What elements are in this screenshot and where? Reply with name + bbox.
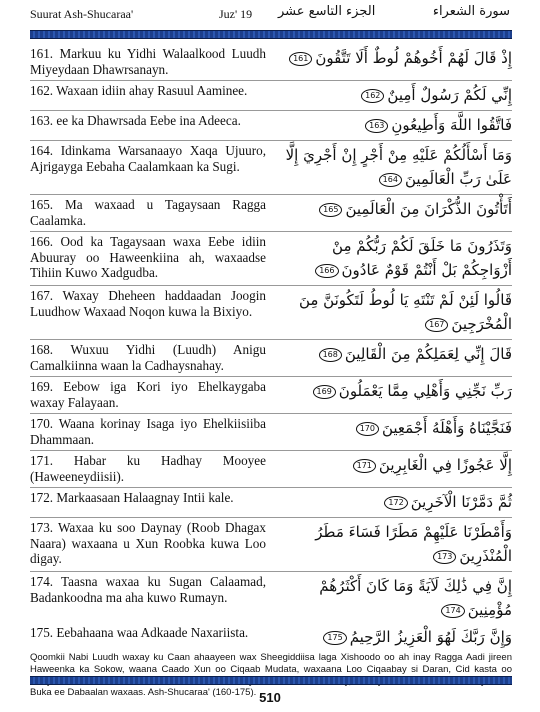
verse-164 — [30, 143, 512, 191]
verse-162 — [30, 83, 512, 107]
verse-arabic: إِذْ قَالَ لَهُمْ أَخُوهُمْ لُوطٌ أَلَا تَتَّقُونَ161 — [282, 46, 512, 70]
verse-163 — [30, 113, 512, 137]
verse-number-icon: 167 — [425, 318, 448, 332]
verse-translation: 164. Idinkama Warsanaayo Xaqa Ujuuro, Ajrigayga Eebaha Caalamkaan ka Sugi. — [30, 143, 266, 174]
verse-divider — [30, 487, 512, 488]
verse-number-icon: 172 — [384, 496, 407, 510]
verse-divider — [30, 376, 512, 377]
verse-translation: 166. Ood ka Tagaysaan waxa Eebe idiin Abuuray oo Haweenkiina ah, waxaadse Tihiin Kuwo Xadgudba. — [30, 234, 266, 281]
verse-number-icon: 168 — [319, 348, 342, 362]
verse-divider — [30, 140, 512, 141]
verse-translation: 162. Waxaan idiin ahay Rasuul Aaminee. — [30, 83, 248, 98]
arabic-juz-label: الجزء التاسع عشر — [278, 4, 376, 19]
verse-divider — [30, 571, 512, 572]
verse-arabic: وَأَمْطَرْنَا عَلَيْهِمْ مَطَرًا فَسَاءَ مَطَرُ الْمُنْذَرِينَ173 — [315, 523, 512, 565]
verse-divider — [30, 194, 512, 195]
verse-translation: 169. Eebow iga Kori iyo Ehelkaygaba waxay Falayaan. — [30, 379, 266, 410]
verse-number-icon: 170 — [356, 422, 379, 436]
verse-169 — [30, 379, 512, 410]
verse-translation: 170. Waana korinay Isaga iyo Ehelkiisiiba Dhammaan. — [30, 416, 266, 447]
verse-number-icon: 173 — [433, 550, 456, 564]
verse-172 — [30, 490, 512, 514]
verse-number-icon: 175 — [323, 631, 346, 645]
verse-number-icon: 174 — [441, 604, 464, 618]
verse-arabic: ثُمَّ دَمَّرْنَا الْآخَرِينَ172 — [282, 490, 512, 514]
verse-arabic: إِلَّا عَجُوزًا فِي الْغَابِرِينَ171 — [282, 453, 512, 477]
verse-166 — [30, 234, 512, 282]
footer-divider-bar — [30, 676, 512, 685]
verse-arabic: وَإِنَّ رَبَّكَ لَهُوَ الْعَزِيزُ الرَّحِيمُ175 — [282, 625, 512, 649]
verse-translation: 175. Eebahaana waa Adkaade Naxariista. — [30, 625, 249, 640]
verse-divider — [30, 110, 512, 111]
verse-170 — [30, 416, 512, 447]
page-number: 510 — [259, 690, 281, 705]
verse-arabic: إِنَّ فِي ذَٰلِكَ لَآيَةً وَمَا كَانَ أَكْثَرُهُمْ مُؤْمِنِينَ174 — [319, 577, 512, 619]
arabic-surah-title: سورة الشعراء — [432, 4, 510, 19]
verse-arabic: وَمَا أَسْأَلُكُمْ عَلَيْهِ مِنْ أَجْرٍ إِنْ أَجْرِيَ إِلَّا عَلَىٰ رَبِّ الْعَالَمِينَ164 — [285, 146, 512, 188]
verse-arabic: رَبِّ نَجِّنِي وَأَهْلِي مِمَّا يَعْمَلُونَ169 — [282, 379, 512, 403]
verse-divider — [30, 450, 512, 451]
verse-175 — [30, 625, 512, 649]
verse-divider — [30, 517, 512, 518]
verse-translation: 167. Waxay Dheheen haddaadan Joogin Luudhow Waxaad Noqon kuwa la Bixiyo. — [30, 288, 266, 319]
verse-arabic: إِنِّي لَكُمْ رَسُولٌ أَمِينٌ162 — [282, 83, 512, 107]
verse-translation: 161. Markuu ku Yidhi Walaalkood Luudh Miyeydaan Dhawrsanayn. — [30, 46, 266, 77]
verse-translation: 174. Taasna waxaa ku Sugan Calaamad, Badankoodna ma aha kuwo Rumayn. — [30, 574, 266, 605]
verse-number-icon: 171 — [353, 459, 376, 473]
verse-divider — [30, 339, 512, 340]
verse-arabic: فَنَجَّيْنَاهُ وَأَهْلَهُ أَجْمَعِينَ170 — [282, 416, 512, 440]
verse-168 — [30, 342, 512, 373]
verse-number-icon: 164 — [379, 173, 402, 187]
verse-number-icon: 169 — [313, 385, 336, 399]
verse-translation: 168. Wuxuu Yidhi (Luudh) Anigu Camalkiinna waan la Cadhaysnahay. — [30, 342, 266, 373]
verse-number-icon: 166 — [315, 264, 338, 278]
verse-arabic: أَتَأْتُونَ الذُّكْرَانَ مِنَ الْعَالَمِينَ165 — [282, 197, 512, 221]
verse-number-icon: 163 — [365, 119, 388, 133]
verse-174 — [30, 574, 512, 622]
verse-translation: 165. Ma waxaad u Tagaysaan Ragga Caalamka. — [30, 197, 266, 228]
verse-165 — [30, 197, 512, 228]
verse-arabic: وَتَذَرُونَ مَا خَلَقَ لَكُمْ رَبُّكُمْ مِنْ أَزْوَاجِكُمْ بَلْ أَنْتُمْ قَوْمٌ عَادُونَ166 — [282, 234, 512, 282]
verse-number-icon: 162 — [361, 89, 384, 103]
verse-number-icon: 165 — [319, 203, 342, 217]
verse-translation: 163. ee ka Dhawrsada Eebe ina Adeeca. — [30, 113, 241, 128]
header-divider-bar — [30, 30, 512, 39]
verse-divider — [30, 231, 512, 232]
surah-title: Suurat Ash-Shucaraa' — [30, 7, 134, 21]
verse-171 — [30, 453, 512, 484]
verse-divider — [30, 285, 512, 286]
verse-divider — [30, 413, 512, 414]
verse-number-icon: 161 — [289, 52, 312, 66]
verse-arabic: قَالُوا لَئِنْ لَمْ تَنْتَهِ يَا لُوطُ لَتَكُونَنَّ مِنَ الْمُخْرَجِينَ167 — [298, 291, 512, 333]
verse-161 — [30, 46, 512, 77]
verse-divider — [30, 80, 512, 81]
verse-translation: 173. Waxaa ku soo Daynay (Roob Dhagax Naara) waxaana u Xun Roobka kuwa Loo digay. — [30, 520, 266, 567]
verse-translation: 171. Habar ku Hadhay Mooyee (Haweeneydiisii). — [30, 453, 266, 484]
commentary-footnote: Qoomkii Nabi Luudh waxay ku Caan ahaayeen wax Sheegiddiisa laga Xishoodo oo ah inay Ragga Aadi jireen Haweenka ka Sokow, waana Caado Xun oo Ciqaab Mudata, waxaana Loo Ciqaabay si Daran, Cid kasta oo Buka ee Dabaalan waxaas. Ash-Shucaraa' (160-175). — [30, 652, 512, 699]
juz-label: Juz' 19 — [219, 7, 253, 21]
verse-arabic: فَاتَّقُوا اللَّهَ وَأَطِيعُونِ163 — [282, 113, 512, 137]
verse-translation: 172. Markaasaan Halaagnay Intii kale. — [30, 490, 234, 505]
verse-arabic: قَالَ إِنِّي لِعَمَلِكُمْ مِنَ الْقَالِينَ168 — [282, 342, 512, 366]
verse-167 — [30, 288, 512, 336]
verse-173 — [30, 520, 512, 568]
